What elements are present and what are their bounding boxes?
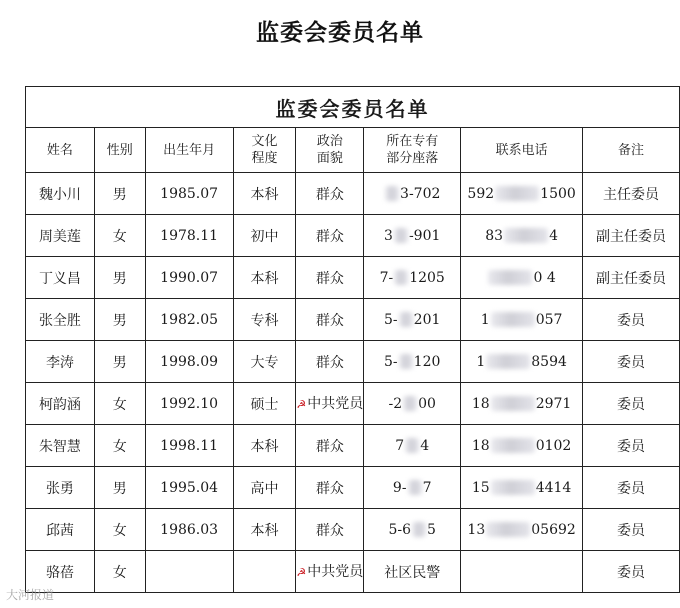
gender-cell: 男 (94, 299, 145, 341)
address-part: 9- (392, 479, 407, 496)
redaction-blur (486, 522, 530, 537)
phone-part: 13 (467, 521, 486, 538)
address-part: -2 (388, 395, 403, 412)
birth-cell (145, 551, 233, 593)
redaction-blur (408, 480, 422, 495)
education-cell: 本科 (233, 173, 296, 215)
phone-cell (461, 467, 583, 509)
column-header-line: 备注 (618, 142, 645, 158)
column-header (94, 128, 145, 173)
address-part: 7 (422, 479, 432, 496)
phone-part: 0 4 (533, 269, 556, 286)
education-cell: 专科 (233, 299, 296, 341)
gender-cell: 女 (94, 509, 145, 551)
phone-part: 1 (476, 353, 486, 370)
column-header-line: 程度 (251, 151, 278, 166)
redaction-blur (394, 228, 408, 243)
birth-cell: 1992.10 (145, 383, 233, 425)
column-header (145, 128, 233, 173)
table-row (26, 173, 680, 215)
column-header-line: 联系电话 (495, 142, 548, 158)
politics-text: 中共党员 (307, 395, 364, 412)
name-cell: 骆蓓 (26, 551, 95, 593)
education-cell: 大专 (233, 341, 296, 383)
education-cell: 本科 (233, 509, 296, 551)
address-cell (364, 257, 461, 299)
address-part: 7- (379, 269, 394, 286)
redaction-blur (405, 438, 419, 453)
address-cell (364, 341, 461, 383)
watermark: 大河报道 (6, 588, 55, 602)
gender-cell: 男 (94, 257, 145, 299)
note-cell: 委员 (583, 509, 680, 551)
note-cell: 委员 (583, 341, 680, 383)
address-part: 5 (427, 521, 436, 538)
politics-cell (296, 383, 364, 425)
gender-cell: 男 (94, 467, 145, 509)
name-cell: 张全胜 (26, 299, 95, 341)
name-cell: 柯韵涵 (26, 383, 95, 425)
note-cell: 主任委员 (583, 173, 680, 215)
phone-cell (461, 551, 583, 593)
politics-cell: 群众 (296, 173, 364, 215)
address-cell (364, 551, 461, 593)
politics-text: 中共党员 (307, 563, 364, 580)
address-cell (364, 425, 461, 467)
redaction-blur (491, 312, 535, 327)
address-cell (364, 299, 461, 341)
birth-cell: 1995.04 (145, 467, 233, 509)
phone-part: 15 (471, 479, 490, 496)
redaction-blur (385, 186, 399, 201)
phone-part: 83 (485, 227, 504, 244)
politics-cell: 群众 (296, 341, 364, 383)
table-row (26, 551, 680, 593)
column-header-line: 面貌 (316, 151, 343, 166)
note-cell: 委员 (583, 383, 680, 425)
phone-cell (461, 257, 583, 299)
address-part: -901 (408, 227, 441, 244)
education-cell (233, 551, 296, 593)
name-cell: 李涛 (26, 341, 95, 383)
table-row (26, 299, 680, 341)
address-cell (364, 509, 461, 551)
gender-cell: 女 (94, 551, 145, 593)
redaction-blur (403, 396, 417, 411)
table-body (26, 173, 680, 593)
phone-part: 1 (480, 311, 490, 328)
phone-part: 18 (471, 437, 490, 454)
name-cell: 朱智慧 (26, 425, 95, 467)
redaction-blur (504, 228, 548, 243)
phone-cell (461, 383, 583, 425)
phone-cell (461, 341, 583, 383)
gender-cell: 女 (94, 425, 145, 467)
address-cell (364, 383, 461, 425)
redaction-blur (491, 438, 535, 453)
column-header-line: 文化 (251, 134, 278, 149)
note-cell: 委员 (583, 299, 680, 341)
column-header-line: 所在专有 (386, 134, 439, 149)
address-part: 120 (413, 353, 441, 370)
politics-cell: 群众 (296, 299, 364, 341)
redaction-blur (495, 186, 539, 201)
phone-part: 2971 (535, 395, 572, 412)
gender-cell: 女 (94, 215, 145, 257)
table-row (26, 383, 680, 425)
politics-cell: 群众 (296, 425, 364, 467)
address-part: 5-6 (388, 521, 412, 538)
column-header (461, 128, 583, 173)
education-cell: 硕士 (233, 383, 296, 425)
name-cell: 魏小川 (26, 173, 95, 215)
note-cell: 委员 (583, 467, 680, 509)
address-part: 4 (420, 437, 430, 454)
name-cell: 张勇 (26, 467, 95, 509)
politics-cell: 群众 (296, 467, 364, 509)
name-cell: 周美莲 (26, 215, 95, 257)
column-header (583, 128, 680, 173)
note-cell: 委员 (583, 551, 680, 593)
address-part: 5- (384, 353, 398, 370)
table-row (26, 341, 680, 383)
party-emblem-icon: ☭ (296, 397, 307, 411)
name-cell: 邱茜 (26, 509, 95, 551)
birth-cell: 1998.09 (145, 341, 233, 383)
politics-cell: 群众 (296, 215, 364, 257)
note-cell: 委员 (583, 425, 680, 467)
phone-part: 0102 (535, 437, 572, 454)
phone-cell (461, 299, 583, 341)
address-part: 7 (395, 437, 405, 454)
gender-cell: 男 (94, 173, 145, 215)
redaction-blur (399, 312, 413, 327)
redaction-blur (491, 396, 535, 411)
address-text: 社区民警 (384, 564, 441, 581)
table-row (26, 215, 680, 257)
redaction-blur (399, 354, 413, 369)
birth-cell: 1982.05 (145, 299, 233, 341)
column-header (296, 128, 364, 173)
table-caption: 监委会委员名单 (26, 87, 680, 128)
education-cell: 初中 (233, 215, 296, 257)
column-header-line: 政治 (316, 134, 343, 149)
phone-part: 4 (549, 227, 558, 244)
phone-part: 05692 (531, 521, 576, 538)
phone-part: 057 (535, 311, 563, 328)
table-row (26, 257, 680, 299)
phone-part: 1500 (540, 185, 576, 202)
header-row (26, 128, 680, 173)
address-part: 3 (384, 227, 393, 244)
table-row (26, 467, 680, 509)
phone-cell (461, 425, 583, 467)
phone-part: 8594 (531, 353, 567, 370)
gender-cell: 男 (94, 341, 145, 383)
column-header-line: 部分座落 (386, 151, 439, 166)
birth-cell: 1998.11 (145, 425, 233, 467)
education-cell: 本科 (233, 257, 296, 299)
education-cell: 高中 (233, 467, 296, 509)
phone-cell (461, 509, 583, 551)
birth-cell: 1985.07 (145, 173, 233, 215)
education-cell: 本科 (233, 425, 296, 467)
phone-cell (461, 173, 583, 215)
phone-cell (461, 215, 583, 257)
column-header-line: 姓名 (46, 142, 73, 158)
phone-part: 18 (471, 395, 490, 412)
note-cell: 副主任委员 (583, 215, 680, 257)
gender-cell: 女 (94, 383, 145, 425)
table-row (26, 509, 680, 551)
redaction-blur (412, 522, 426, 537)
note-cell: 副主任委员 (583, 257, 680, 299)
politics-cell: 群众 (296, 257, 364, 299)
party-emblem-icon: ☭ (296, 565, 307, 579)
column-header-line: 性别 (106, 142, 133, 158)
column-header (364, 128, 461, 173)
address-part: 00 (418, 395, 436, 412)
birth-cell: 1986.03 (145, 509, 233, 551)
address-part: 1205 (409, 269, 445, 286)
column-header (26, 128, 95, 173)
phone-part: 4414 (535, 479, 572, 496)
address-cell (364, 173, 461, 215)
address-part: 201 (413, 311, 441, 328)
birth-cell: 1990.07 (145, 257, 233, 299)
address-part: 3-702 (400, 185, 441, 202)
address-cell (364, 215, 461, 257)
column-header (233, 128, 296, 173)
address-part: 5- (384, 311, 398, 328)
page-title: 监委会委员名单 (256, 20, 424, 46)
redaction-blur (488, 270, 532, 285)
table-row (26, 425, 680, 467)
politics-cell: 群众 (296, 509, 364, 551)
redaction-blur (486, 354, 530, 369)
name-cell: 丁义昌 (26, 257, 95, 299)
redaction-blur (491, 480, 535, 495)
politics-cell (296, 551, 364, 593)
address-cell (364, 467, 461, 509)
birth-cell: 1978.11 (145, 215, 233, 257)
column-header-line: 出生年月 (163, 142, 216, 158)
redaction-blur (394, 270, 408, 285)
committee-table (25, 86, 680, 593)
phone-part: 592 (467, 185, 495, 202)
